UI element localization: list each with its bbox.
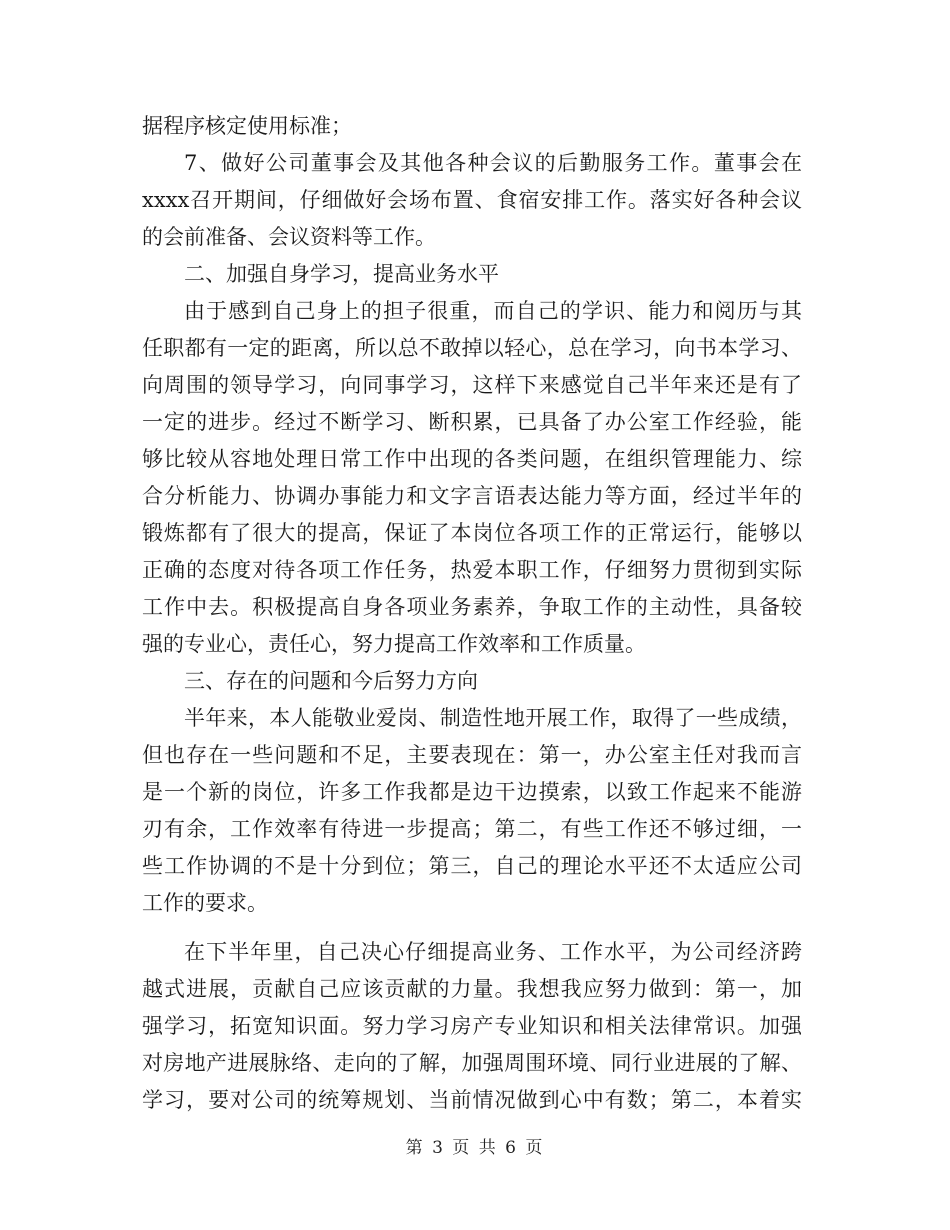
text-line: 的会前准备、会议资料等工作。 (142, 225, 436, 249)
text-line: xxxx召开期间，仔细做好会场布置、食宿安排工作。落实好各种会议 (142, 188, 802, 212)
text-line: 工作的要求。 (142, 891, 268, 915)
text-line: 刃有余，工作效率有待进一步提高；第二，有些工作还不够过细，一 (142, 817, 802, 841)
text-line: 够比较从容地处理日常工作中出现的各类问题，在组织管理能力、综 (142, 447, 802, 471)
text-line: 半年来，本人能敬业爱岗、制造性地开展工作，取得了一些成绩， (184, 706, 802, 730)
text-line: 工作中去。积极提高自身各项业务素养，争取工作的主动性，具备较 (142, 595, 802, 619)
text-line: 越式进展，贡献自己应该贡献的力量。我想我应努力做到：第一，加 (142, 977, 802, 1001)
text-line: 7、做好公司董事会及其他各种会议的后勤服务工作。董事会在 (184, 151, 802, 175)
text-line: 但也存在一些问题和不足，主要表现在：第一，办公室主任对我而言 (142, 743, 802, 767)
text-line: 据程序核定使用标准； (142, 114, 352, 138)
section-heading: 二、加强自身学习，提高业务水平 (184, 262, 499, 286)
text-line: 对房地产进展脉络、走向的了解，加强周围环境、同行业进展的了解、 (142, 1051, 802, 1075)
text-line: 些工作协调的不是十分到位；第三，自己的理论水平还不太适应公司 (142, 854, 802, 878)
text-line: 强学习，拓宽知识面。努力学习房产专业知识和相关法律常识。加强 (142, 1014, 802, 1038)
text-line: 是一个新的岗位，许多工作我都是边干边摸索，以致工作起来不能游 (142, 780, 802, 804)
text-line: 任职都有一定的距离，所以总不敢掉以轻心，总在学习，向书本学习、 (142, 336, 802, 360)
text-line: 锻炼都有了很大的提高，保证了本岗位各项工作的正常运行，能够以 (142, 521, 802, 545)
text-line: 强的专业心，责任心，努力提高工作效率和工作质量。 (142, 632, 646, 656)
paragraph-gap (142, 922, 802, 934)
text-line: 在下半年里，自己决心仔细提高业务、工作水平，为公司经济跨 (184, 940, 802, 964)
text-line: 一定的进步。经过不断学习、断积累，已具备了办公室工作经验，能 (142, 410, 802, 434)
text-line: 由于感到自己身上的担子很重，而自己的学识、能力和阅历与其 (184, 299, 802, 323)
text-line: 正确的态度对待各项工作任务，热爱本职工作，仔细努力贯彻到实际 (142, 558, 802, 582)
text-line: 学习，要对公司的统筹规划、当前情况做到心中有数；第二，本着实 (142, 1088, 802, 1112)
section-heading: 三、存在的问题和今后努力方向 (184, 669, 478, 693)
page-number-footer: 第 3 页 共 6 页 (405, 1138, 545, 1158)
text-line: 合分析能力、协调办事能力和文字言语表达能力等方面，经过半年的 (142, 484, 802, 508)
text-line: 向周围的领导学习，向同事学习，这样下来感觉自己半年来还是有了 (142, 373, 802, 397)
document-body (142, 108, 802, 1119)
